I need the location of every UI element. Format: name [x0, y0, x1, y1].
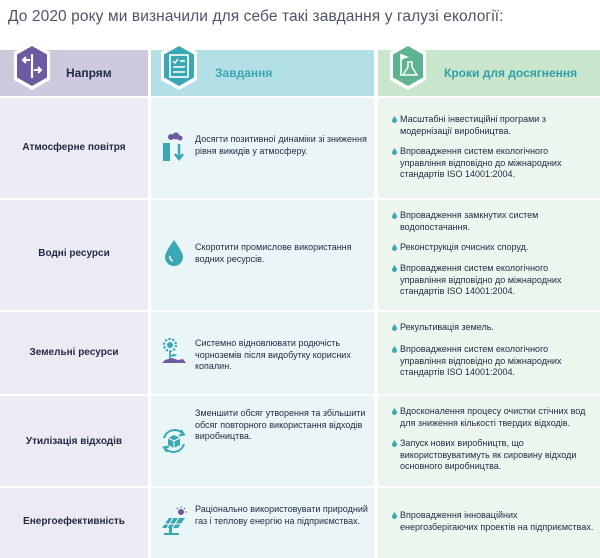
step-text: Впровадження систем екологічного управління відповідно до міжнародних стандартів ISO 14001:2004. [400, 344, 562, 377]
task-text: Системно відновлювати родючість чорноземів після видобутку корисних копалин. [195, 338, 351, 371]
step-text: Впровадження систем екологічного управління відповідно до міжнародних стандартів ISO 14001:2004. [400, 146, 562, 179]
page-title: До 2020 року ми визначили для себе такі завдання у галузі екології: [8, 8, 504, 25]
row-land-steps [378, 312, 600, 394]
row-water-task [151, 200, 374, 310]
step-item [400, 242, 594, 254]
factory-emissions-icon [159, 132, 189, 162]
header-steps-label: Кроки для досягнення [444, 66, 578, 80]
row-energy-direction [0, 488, 148, 558]
bullet-drop-icon [392, 244, 397, 251]
direction-label: Земельні ресурси [29, 347, 119, 358]
row-energy-steps [378, 488, 600, 558]
step-text: Впровадження систем екологічного управління відповідно до міжнародних стандартів ISO 14001:2004. [400, 263, 562, 296]
ecology-goals-table [0, 42, 600, 558]
step-text: Впровадження інноваційних енергозберігаючих проектів на підприємствах. [400, 510, 594, 532]
header-tasks [151, 50, 374, 96]
bullet-drop-icon [392, 212, 397, 219]
direction-arrows-icon [10, 40, 54, 92]
row-air-steps [378, 98, 600, 198]
flask-flag-icon [386, 40, 430, 92]
bullet-drop-icon [392, 440, 397, 447]
header-direction-label: Напрям [66, 66, 112, 80]
recycle-box-icon [159, 426, 189, 456]
solar-energy-icon [159, 506, 189, 536]
row-land-direction [0, 312, 148, 394]
step-text: Реконструкція очисних споруд. [400, 242, 529, 252]
step-text: Вдосконалення процесу очистки стічних вод для зниження кількості твердих відходів. [400, 406, 586, 428]
step-text: Запуск нових виробництв, що використовуватимуть як сировину відходи основного виробництва. [400, 438, 577, 471]
row-water-direction [0, 200, 148, 310]
row-air-direction [0, 98, 148, 198]
step-item [400, 114, 594, 137]
bullet-drop-icon [392, 512, 397, 519]
row-waste-steps [378, 396, 600, 486]
row-air-task [151, 98, 374, 198]
task-text: Зменшити обсяг утворення та збільшити обсяг повторного використання відходів виробництва. [195, 408, 366, 441]
checklist-icon [157, 40, 201, 92]
bullet-drop-icon [392, 265, 397, 272]
step-item [400, 510, 594, 533]
step-text: Масштабні інвестиційні програми з модернізації виробництва. [400, 114, 546, 136]
step-text: Впровадження замкнутих систем водопостачання. [400, 210, 539, 232]
bullet-drop-icon [392, 408, 397, 415]
step-item [400, 210, 594, 233]
land-flower-icon [159, 336, 189, 366]
step-item [400, 438, 594, 473]
task-text: Раціонально використовувати природний газ і теплову енергію на підприємствах. [195, 504, 368, 526]
step-item [400, 344, 594, 379]
direction-label: Водні ресурси [38, 248, 110, 259]
direction-label: Енергоефективність [23, 516, 125, 527]
step-text: Рекультивація земель. [400, 322, 494, 332]
step-item [400, 263, 594, 298]
row-land-task [151, 312, 374, 394]
step-item [400, 406, 594, 429]
header-steps [378, 50, 600, 96]
bullet-drop-icon [392, 148, 397, 155]
header-tasks-label: Завдання [215, 66, 273, 80]
step-item [400, 146, 594, 181]
row-waste-task [151, 396, 374, 486]
task-text: Скоротити промислове використання водних ресурсів. [195, 242, 352, 264]
direction-label: Утилізація відходів [25, 436, 123, 447]
row-waste-direction [0, 396, 148, 486]
step-item [400, 322, 594, 334]
bullet-drop-icon [392, 116, 397, 123]
row-water-steps [378, 200, 600, 310]
bullet-drop-icon [392, 346, 397, 353]
header-direction [0, 50, 148, 96]
task-text: Досягти позитивної динаміки зі зниження рівня викидів у атмосферу. [195, 134, 367, 156]
water-drop-icon [159, 238, 189, 268]
direction-label: Атмосферне повітря [22, 142, 126, 153]
row-energy-task [151, 488, 374, 558]
bullet-drop-icon [392, 324, 397, 331]
